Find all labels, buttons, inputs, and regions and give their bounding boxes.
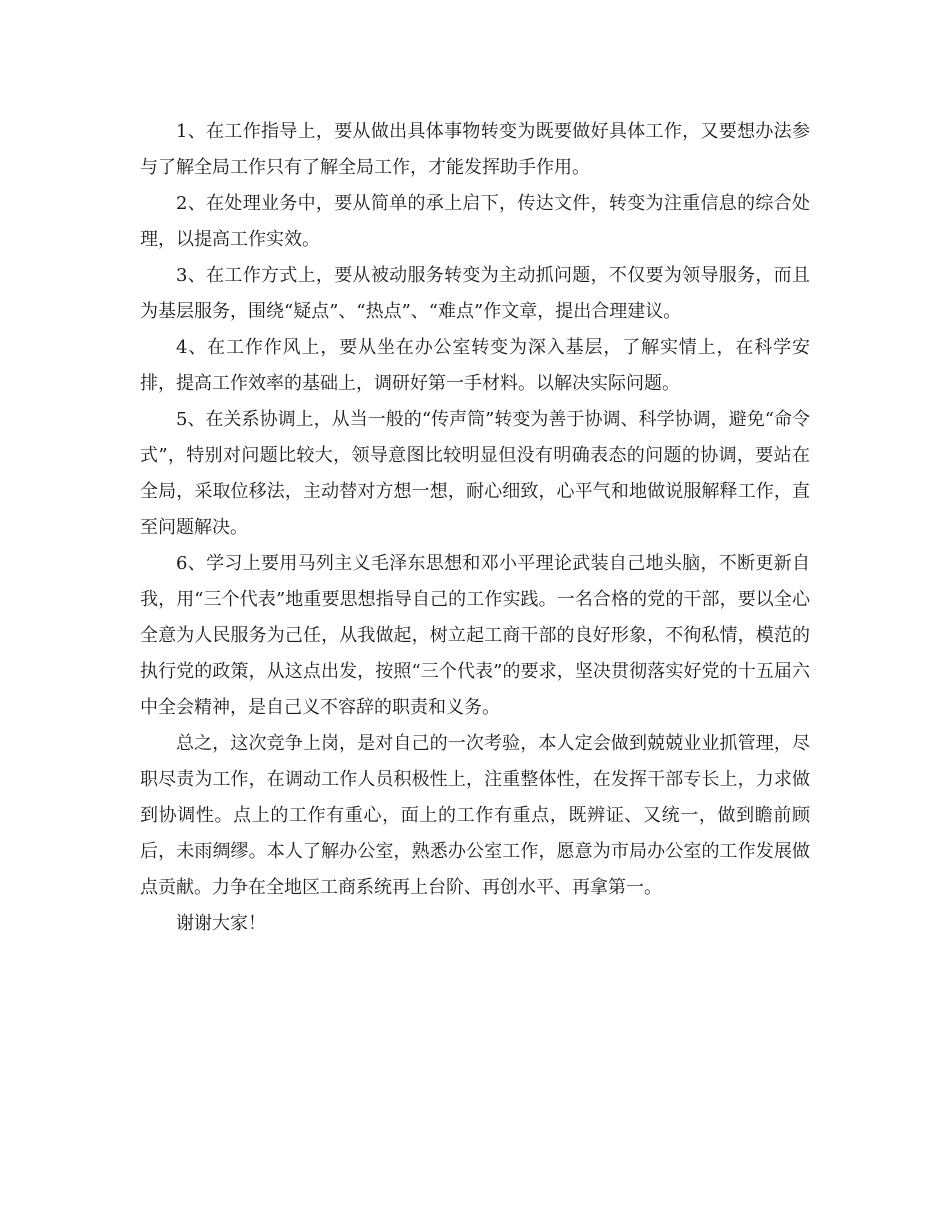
paragraph-4: 4、在工作作风上，要从坐在办公室转变为深入基层，了解实情上，在科学安排，提高工作效率的基础上，调研好第一手材料。以解决实际问题。 <box>140 337 810 394</box>
paragraph-1: 1、在工作指导上，要从做出具体事物转变为既要做好具体工作，又要想办法参与了解全局工作只有了解全局工作，才能发挥助手作用。 <box>140 121 810 178</box>
paragraph-2: 2、在处理业务中，要从简单的承上启下，传达文件，转变为注重信息的综合处理，以提高工作实效。 <box>140 193 810 250</box>
paragraph-summary: 总之，这次竞争上岗，是对自己的一次考验，本人定会做到兢兢业业抓管理，尽职尽责为工作，在调动工作人员积极性上，注重整体性，在发挥干部专长上，力求做到协调性。点上的工作有重心，面上的工作有重点，既辨证、又统一，做到瞻前顾后，未雨绸缪。本人了解办公室，熟悉办公室工作，愿意为市局办公室的工作发展做点贡献。力争在全地区工商系统再上台阶、再创水平、再拿第一。 <box>140 733 810 898</box>
paragraph-5: 5、在关系协调上，从当一般的“传声筒”转变为善于协调、科学协调，避免“命令式”，特别对问题比较大，领导意图比较明显但没有明确表态的问题的协调，要站在全局，采取位移法，主动替对方想一想，耐心细致，心平气和地做说服解释工作，直至问题解决。 <box>140 409 810 538</box>
paragraph-closing: 谢谢大家！ <box>176 913 266 934</box>
document-body <box>140 114 810 942</box>
paragraph-3: 3、在工作方式上，要从被动服务转变为主动抓问题，不仅要为领导服务，而且为基层服务，围绕“疑点”、“热点”、“难点”作文章，提出合理建议。 <box>140 265 810 322</box>
paragraph-6: 6、学习上要用马列主义毛泽东思想和邓小平理论武装自己地头脑，不断更新自我，用“三个代表”地重要思想指导自己的工作实践。一名合格的党的干部，要以全心全意为人民服务为己任，从我做起，树立起工商干部的良好形象，不徇私情，模范的执行党的政策，从这点出发，按照“三个代表”的要求，坚决贯彻落实好党的十五届六中全会精神，是自己义不容辞的职责和义务。 <box>140 553 810 718</box>
